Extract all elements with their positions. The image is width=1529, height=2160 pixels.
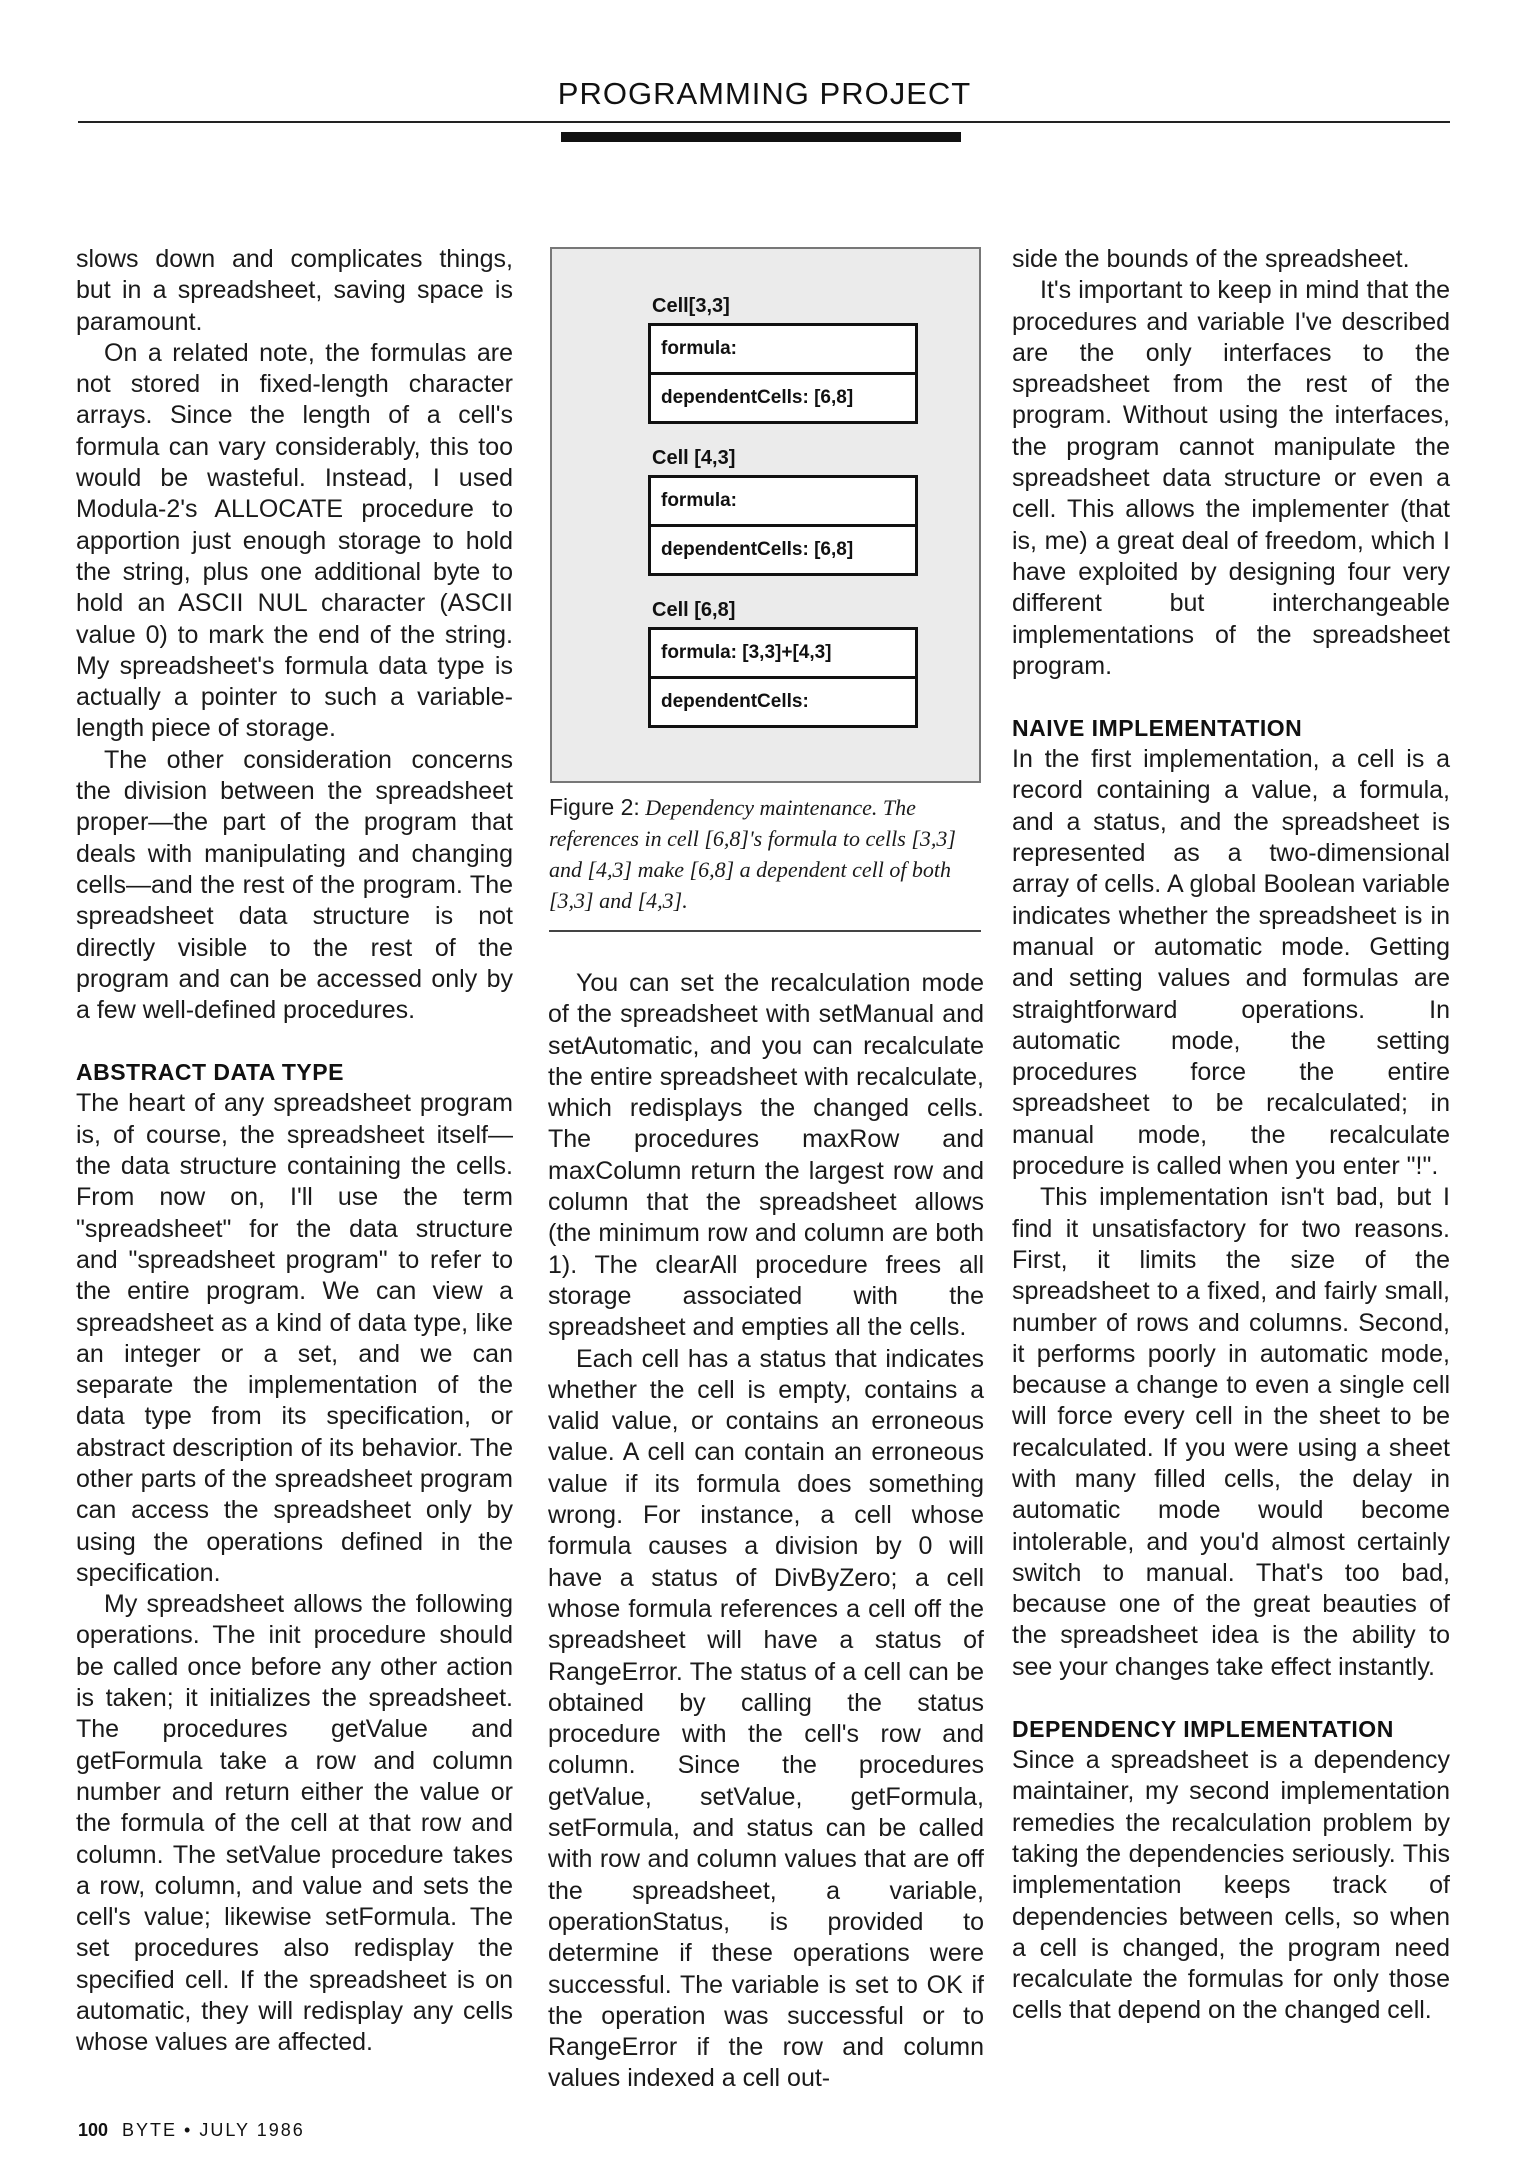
paragraph: This implementation isn't bad, but I find it unsatisfactory for two reasons. First, it limits the size of the spreadsheet to a fixed, and fairly small, number of rows and columns. Second, it performs poorly in automatic mode, because a change to even a single cell will force every cell in the sheet to be recalculated. If you were using a sheet with many filled cells, the delay in automatic mode would become intolerable, and you'd almost certainly switch to manual. That's too bad, because one of the great beauties of the spreadsheet idea is the ability to see your changes take effect instantly. [1012,1183,1450,1681]
formula-field: formula: [661,490,737,511]
column-1 [76,244,513,2059]
formula-field: formula: [3,3]+[4,3] [661,642,832,663]
figure-caption [549,792,981,916]
figure-diagram [550,247,981,783]
cell-record [648,627,918,728]
page-footer [78,2120,305,2141]
cell-record [648,323,918,424]
section-heading: NAIVE IMPLEMENTATION [1012,715,1303,742]
cell-label: Cell [4,3] [652,447,736,469]
running-header: PROGRAMMING PROJECT [557,76,972,111]
paragraph: You can set the recalculation mode of the spreadsheet with setManual and setAutomatic, and you can recalculate the entire spreadsheet with recalculate, which redisplays the changed cells. The procedures maxRow and maxColumn return the largest row and column that the spreadsheet allows (the minimum row and column are both 1). The clearAll procedure frees all storage associated with the spreadsheet and empties all the cells. [548,969,984,1342]
paragraph: In the first implementation, a cell is a record containing a value, a formula, and a status, and the spreadsheet is represented as a two-dimensional array of cells. A global Boolean variable indicates whether the spreadsheet is in manual or automatic mode. Getting and setting values and formulas are straightforward operations. In automatic mode, the setting procedures force the entire spreadsheet to be recalculated; in manual mode, the recalculate procedure is called when you enter "!". [1012,745,1450,1181]
paragraph: side the bounds of the spreadsheet. [1012,245,1410,273]
dependents-field: dependentCells: [6,8] [651,524,915,573]
caption-text: Dependency maintenance. The references in cell [6,8]'s formula to cells [3,3] and [4,3] make [6,8] a dependent cell of both [3,3] and [4,3]. [549,795,956,913]
paragraph: My spreadsheet allows the following operations. The init procedure should be called once before any other action is taken; it initializes the spreadsheet. The procedures getValue and getFormula take a row and column number and return either the value or the formula of the cell at that row and column. The setValue procedure takes a row, column, and value and sets the cell's value; likewise setFormula. The set procedures also redisplay the specified cell. If the spreadsheet is on automatic, they will redisplay any cells whose values are affected. [76,1590,513,2057]
column-3 [1012,244,1450,2027]
cell-record [648,475,918,576]
column-2 [548,968,984,2095]
paragraph: Since a spreadsheet is a dependency maintainer, my second implementation remedies the recalculation problem by taking the dependencies seriously. This implementation keeps track of dependencies between cells, so when a cell is changed, the program need recalculate the formulas for only those cells that depend on the changed cell. [1012,1746,1450,2025]
page-number: 100 [78,2120,109,2140]
formula-field: formula: [661,338,737,359]
cell-label: Cell[3,3] [652,295,730,317]
paragraph: Each cell has a status that indicates whether the cell is empty, contains a valid value, or contains an erroneous value. A cell can contain an erroneous value if its formula does something wrong. For instance, a cell whose formula causes a division by 0 will have a status of DivByZero; a cell whose formula references a cell off the spreadsheet will have a status of RangeError. The status of a cell can be obtained by calling the status procedure with the cell's row and column. Since the procedures getValue, setValue, getFormula, setFormula, and status can be called with row and column values that are off the spreadsheet, a variable, operationStatus, is provided to determine if these operations were successful. The variable is set to OK if the operation was successful or to RangeError if the row and column values indexed a cell out- [548,1344,984,2093]
header-bar [561,132,961,142]
header-rule [78,121,1450,123]
caption-rule [549,930,981,932]
dependents-field: dependentCells: [6,8] [651,372,915,421]
section-heading: ABSTRACT DATA TYPE [76,1059,344,1086]
paragraph: The other consideration concerns the division between the spreadsheet proper—the part of the program that deals with manipulating and changing cells—and the rest of the program. The spreadsheet data structure is not directly visible to the rest of the program and can be accessed only by a few well-defined procedures. [76,745,513,1025]
paragraph: The heart of any spreadsheet program is, of course, the spreadsheet itself—the data structure containing the cells. From now on, I'll use the term "spreadsheet" for the data structure and "spreadsheet program" to refer to the entire program. We can view a spreadsheet as a kind of data type, like an integer or a set, and we can separate the implementation of the data type from its specification, or abstract description of its behavior. The other parts of the spreadsheet program can access the spreadsheet only by using the operations defined in the specification. [76,1089,513,1587]
paragraph: slows down and complicates things, but in a spreadsheet, saving space is paramount. [76,245,513,336]
cell-label: Cell [6,8] [652,599,736,621]
caption-lead: Figure 2: [549,794,640,820]
dependents-field: dependentCells: [651,676,915,725]
paragraph: On a related note, the formulas are not stored in fixed-length character arrays. Since the length of a cell's formula can vary considerably, this too would be wasteful. Instead, I used Modula-2's ALLOCATE procedure to apportion just enough storage to hold the string, plus one additional byte to hold an ASCII NUL character (ASCII value 0) to mark the end of the string. My spreadsheet's formula data type is actually a pointer to such a variable-length piece of storage. [76,338,513,743]
paragraph: It's important to keep in mind that the procedures and variable I've described are the only interfaces to the spreadsheet from the rest of the program. Without using the interfaces, the program cannot manipulate the spreadsheet data structure or even a cell. This allows the implementer (that is, me) a great deal of freedom, which I have exploited by designing four very different but interchangeable implementations of the spreadsheet program. [1012,276,1450,680]
section-heading: DEPENDENCY IMPLEMENTATION [1012,1716,1394,1743]
footer-text: BYTE • JULY 1986 [122,2120,305,2140]
